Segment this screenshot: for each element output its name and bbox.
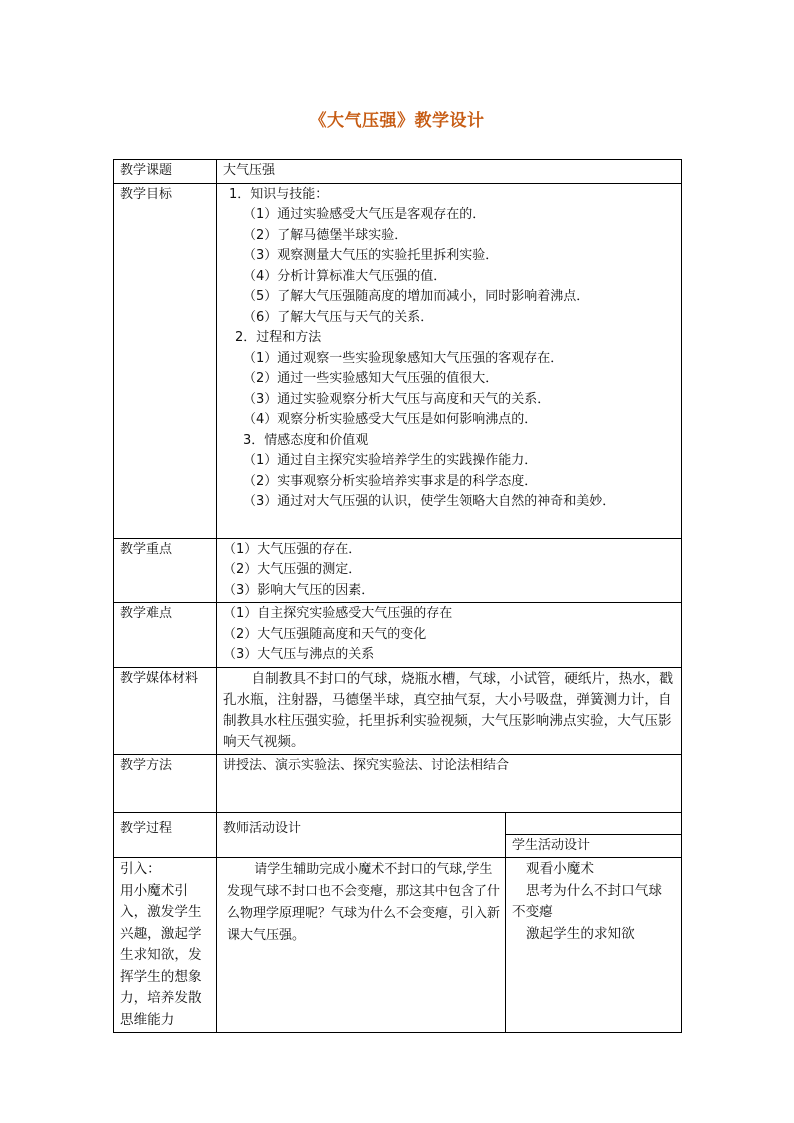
key-points-content [217, 538, 682, 603]
goals-line: （2）通过一些实验感知大气压强的值很大． [243, 371, 499, 386]
goals-line: （6）了解大气压与天气的关系． [243, 309, 434, 325]
row-media [114, 667, 682, 754]
goals-line: 2．过程和方法 [235, 330, 322, 345]
goals-line: （1）通过实验感受大气压是客观存在的． [243, 207, 486, 222]
row-topic [114, 160, 682, 184]
student-line: 激起学生的求知欲 [526, 925, 635, 942]
methods-label: 教学方法 [114, 754, 217, 812]
student-activity-header-cell [506, 812, 682, 858]
intro-teacher-activity: 请学生辅助完成小魔术不封口的气球,学生发现气球不封口也不会变瘪，那这其中包含了什么物理学原理呢？气球为什么不会变瘪，引入新课大气压强。 [217, 858, 506, 1033]
intro-label-title: 引入： [120, 861, 161, 877]
goals-line: 3．情感态度和价值观 [243, 432, 369, 448]
key-point-line: （3）影响大气压的因素． [223, 582, 375, 598]
row-process-header [114, 812, 682, 858]
student-line: 思考为什么不封口气球 [526, 882, 662, 899]
goals-content [217, 183, 682, 538]
goals-line: （4）观察分析实验感受大气压是如何影响沸点的． [243, 412, 538, 427]
goals-line: （3）观察测量大气压的实验托里拆利实验． [243, 248, 499, 263]
goals-line: 1．知识与技能： [229, 186, 329, 202]
intro-label [114, 858, 217, 1033]
goals-label: 教学目标 [114, 183, 217, 538]
goals-line: （2）实事观察分析实验培养实事求是的科学态度． [243, 473, 538, 489]
topic-value: 大气压强 [217, 160, 682, 184]
intro-student-activity [506, 858, 682, 1033]
row-goals [114, 183, 682, 538]
student-line: 观看小魔术 [526, 861, 594, 877]
row-key-points [114, 538, 682, 603]
student-activity-header: 学生活动设计 [506, 834, 681, 858]
goals-line: （5）了解大气压强随高度的增加而减小，同时影响着沸点． [243, 289, 590, 304]
goals-line: （1）通过自主探究实验培养学生的实践操作能力． [243, 453, 538, 468]
row-methods [114, 754, 682, 812]
document-title: 《大气压强》教学设计 [309, 111, 485, 131]
difficulty-line: （1）自主探究实验感受大气压强的存在 [223, 606, 453, 621]
difficulties-label: 教学难点 [114, 603, 217, 668]
difficulties-content [217, 603, 682, 668]
row-intro [114, 858, 682, 1033]
process-label: 教学过程 [114, 812, 217, 858]
row-difficulties [114, 603, 682, 668]
goals-line: （1）通过观察一些实验现象感知大气压强的客观存在． [243, 350, 564, 366]
key-point-line: （2）大气压强的测定． [223, 562, 362, 577]
methods-content: 讲授法、演示实验法、探究实验法、讨论法相结合 [217, 754, 682, 812]
goals-line: （2）了解马德堡半球实验． [243, 227, 408, 243]
difficulty-line: （2）大气压强随高度和天气的变化 [223, 626, 427, 642]
media-content: 自制教具不封口的气球，烧瓶水槽，气球，小试管，硬纸片，热水，戳孔水瓶，注射器，马德堡半球，真空抽气泵，大小号吸盘，弹簧测力计，自制教具水柱压强实验，托里拆利实验视频，大气压影响沸点实验，大气压影响天气视频。 [217, 667, 682, 754]
lesson-plan-table [113, 159, 681, 1033]
topic-label: 教学课题 [114, 160, 217, 184]
media-label: 教学媒体材料 [114, 667, 217, 754]
student-header-spacer [506, 813, 681, 834]
teacher-activity-header: 教师活动设计 [217, 812, 506, 858]
difficulty-line: （3）大气压与沸点的关系 [223, 647, 375, 662]
key-point-line: （1）大气压强的存在． [223, 541, 362, 557]
goals-line: （3）通过实验观察分析大气压与高度和天气的关系． [243, 391, 551, 407]
goals-line: （3）通过对大气压强的认识，使学生领略大自然的神奇和美妙． [243, 494, 616, 509]
student-line: 不变瘪 [512, 904, 553, 920]
key-points-label: 教学重点 [114, 538, 217, 603]
intro-label-desc: 用小魔术引入，激发学生兴趣，激起学生求知欲，发挥学生的想象力，培养发散思维能力 [120, 882, 202, 1028]
goals-line: （4）分析计算标准大气压强的值． [243, 268, 447, 284]
